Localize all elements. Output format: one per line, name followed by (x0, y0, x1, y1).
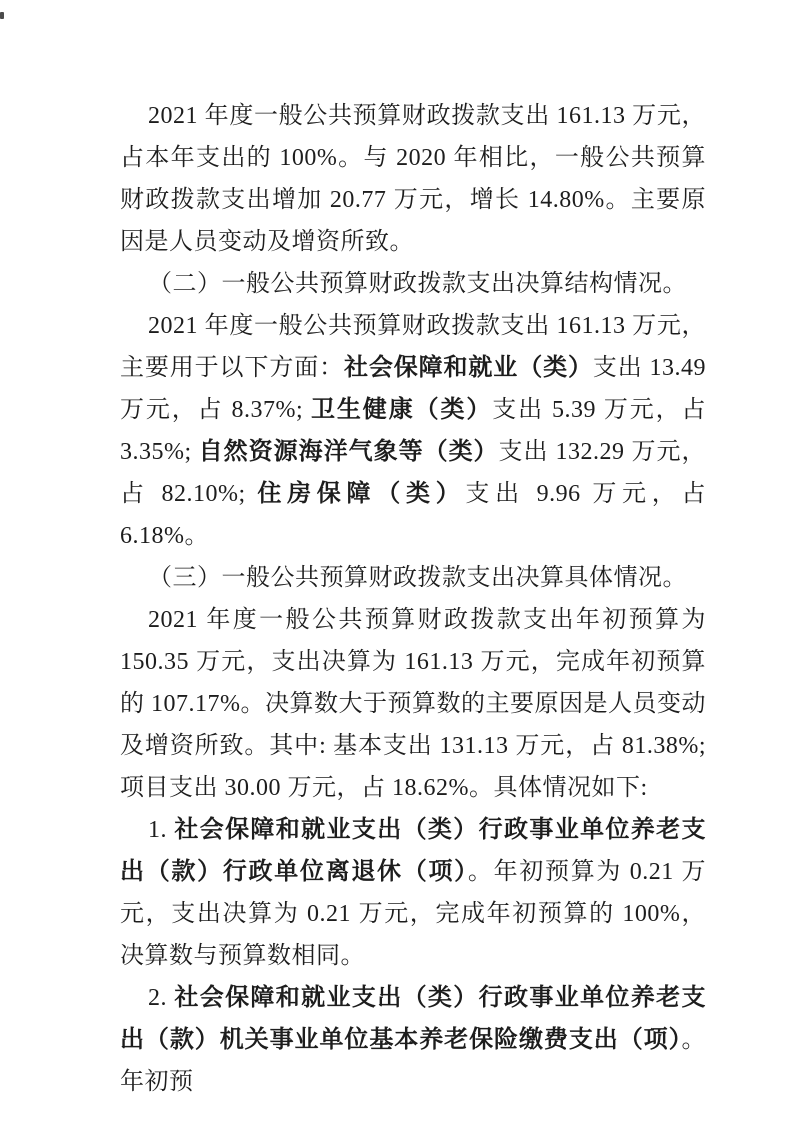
bold-run: 社会保障和就业支出（类）行政事业单位养老支出（款）行政单位离退休（项） (120, 817, 707, 885)
scan-edge-artifact (0, 12, 4, 19)
para-budget-vs-final-accounts (120, 599, 706, 809)
bold-run: 自然资源海洋气象等（类） (198, 439, 499, 465)
bold-run: 社会保障和就业支出（类）行政事业单位养老支出（款）机关事业单位基本养老保险缴费支出（项） (120, 985, 707, 1053)
para-item-2-pension-insurance-expenditure (120, 977, 706, 1103)
text-run: 。年初预 (120, 1027, 706, 1095)
text-run: 。年初预算为 0.21 万元，支出决算为 0.21 万元，完成年初预算的 100%，决算数与预算数相同。 (120, 859, 707, 969)
text-run: （二）一般公共预算财政拨款支出决算结构情况。 (148, 271, 687, 297)
bold-run: 社会保障和就业（类） (343, 355, 593, 381)
text-run: 支出 9.96 万元，占 6.18%。 (120, 481, 706, 549)
bold-run: 卫生健康（类） (311, 397, 493, 423)
para-heading-section-3 (120, 557, 706, 599)
para-general-budget-expenditure-summary (120, 95, 706, 263)
text-run: 2021 年度一般公共预算财政拨款支出 161.13 万元，占本年支出的 100%。与 2020 年相比，一般公共预算财政拨款支出增加 20.77 万元，增长 14.80%。主要原因是人员变动及增资所致。 (120, 103, 706, 255)
para-item-1-retirement-expenditure (120, 809, 706, 977)
text-run: 支出 5.39 万元，占 3.35%; (120, 397, 707, 465)
bold-run: 住房保障（类） (257, 481, 466, 507)
para-expenditure-structure (120, 305, 706, 557)
text-run: 支出 13.49 万元，占 8.37%; (120, 355, 707, 423)
text-run: （三）一般公共预算财政拨款支出决算具体情况。 (148, 565, 687, 591)
document-body (120, 95, 706, 1103)
para-heading-section-2 (120, 263, 706, 305)
text-run: 1. (148, 817, 175, 843)
text-run: 2021 年度一般公共预算财政拨款支出 161.13 万元，主要用于以下方面： (120, 313, 706, 381)
text-run: 2021 年度一般公共预算财政拨款支出年初预算为 150.35 万元，支出决算为 161.13 万元，完成年初预算的 107.17%。决算数大于预算数的主要原因是人员变动及增资所致。其中: 基本支出 131.13 万元，占 81.38%; 项目支出 30.00 万元，占 18.62%。具体情况如下: (120, 607, 706, 801)
text-run: 支出 132.29 万元，占 82.10%; (120, 439, 706, 507)
text-run: 2. (148, 985, 175, 1011)
